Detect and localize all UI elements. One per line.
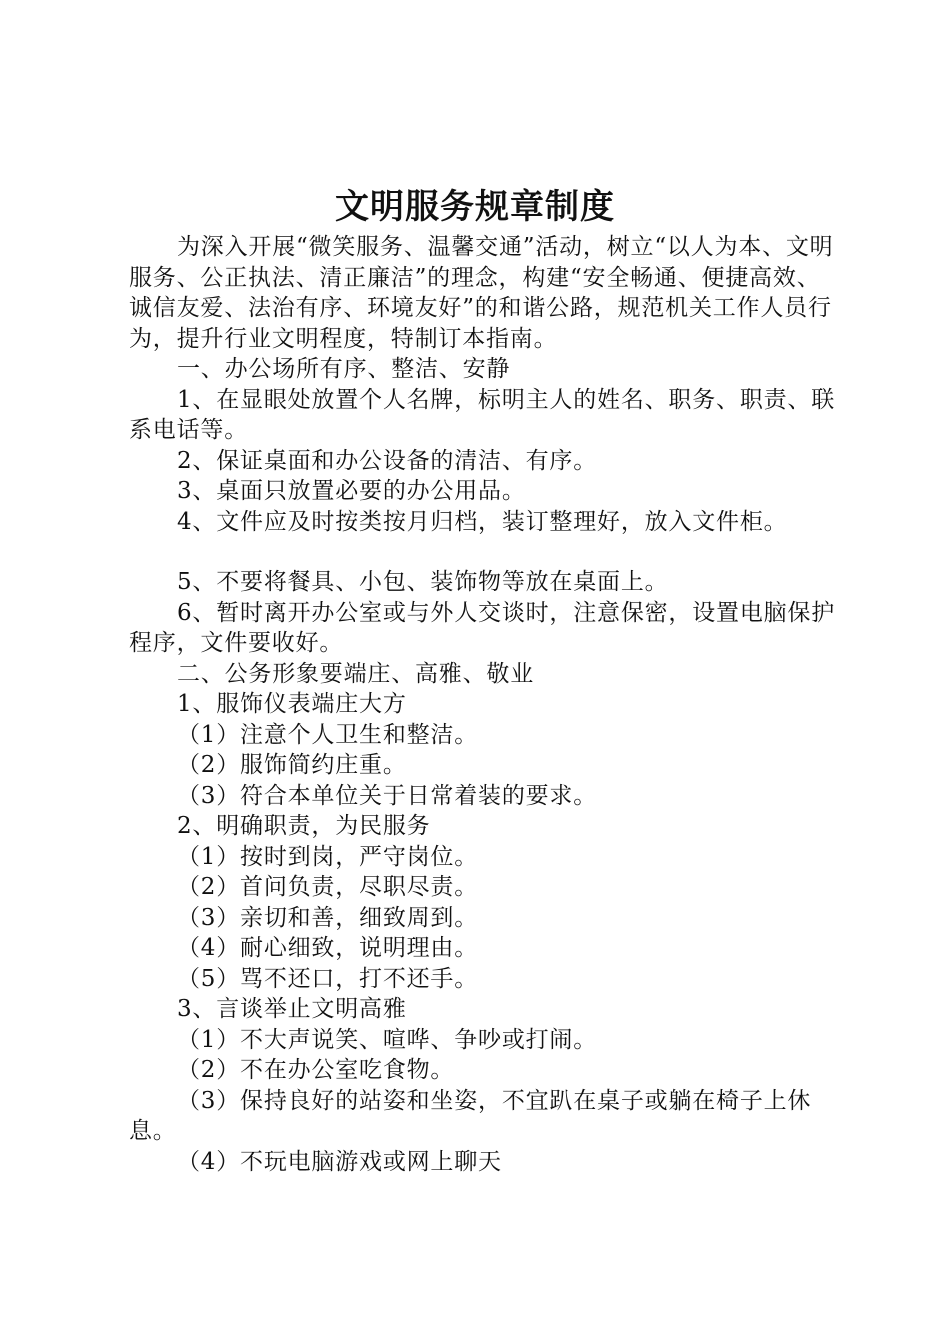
- sub-item: （4）不玩电脑游戏或网上聊天: [177, 1148, 502, 1175]
- sub-item: （3）符合本单位关于日常着装的要求。: [177, 782, 598, 809]
- list-item: 3、桌面只放置必要的办公用品。: [177, 478, 526, 504]
- sub-item: （5）骂不还口，打不还手。: [177, 965, 479, 992]
- sub-item: （3）亲切和善，细致周到。: [177, 904, 479, 931]
- list-item: 1、在显眼处放置个人名牌，标明主人的姓名、职务、职责、联系电话等。: [129, 386, 836, 443]
- section-heading-2: 二、公务形象要端庄、高雅、敬业: [177, 660, 534, 687]
- document-body: [129, 232, 841, 1177]
- sub-item: （2）服饰简约庄重。: [177, 752, 407, 778]
- subsection-heading: 1、服饰仪表端庄大方: [177, 691, 407, 717]
- intro-paragraph: 为深入开展“微笑服务、温馨交通”活动，树立“以人为本、文明服务、公正执法、清正廉洁”的理念，构建“安全畅通、便捷高效、诚信友爱、法治有序、环境友好”的和谐公路，规范机关工作人员行为，提升行业文明程度，特制订本指南。: [129, 234, 834, 352]
- sub-item: （1）不大声说笑、喧哗、争吵或打闹。: [177, 1026, 598, 1053]
- sub-item: （4）耐心细致，说明理由。: [177, 935, 479, 961]
- sub-item: （1）注意个人卫生和整洁。: [177, 721, 479, 748]
- list-item: 2、保证桌面和办公设备的清洁、有序。: [177, 447, 598, 474]
- document-title: 文明服务规章制度: [335, 187, 615, 227]
- sub-item: （3）保持良好的站姿和坐姿，不宜趴在桌子或躺在椅子上休息。: [129, 1087, 812, 1144]
- paragraph-gap: [129, 537, 841, 567]
- sub-item: （1）按时到岗，严守岗位。: [177, 843, 479, 870]
- list-item: 5、不要将餐具、小包、装饰物等放在桌面上。: [177, 569, 669, 595]
- list-item: 4、文件应及时按类按月归档，装订整理好，放入文件柜。: [177, 508, 788, 535]
- subsection-heading: 2、明确职责，为民服务: [177, 813, 431, 839]
- sub-item: （2）不在办公室吃食物。: [177, 1057, 455, 1083]
- subsection-heading: 3、言谈举止文明高雅: [177, 996, 407, 1022]
- section-heading-1: 一、办公场所有序、整洁、安静: [177, 356, 511, 382]
- list-item: 6、暂时离开办公室或与外人交谈时，注意保密，设置电脑保护程序，文件要收好。: [129, 599, 836, 656]
- sub-item: （2）首问负责，尽职尽责。: [177, 874, 479, 900]
